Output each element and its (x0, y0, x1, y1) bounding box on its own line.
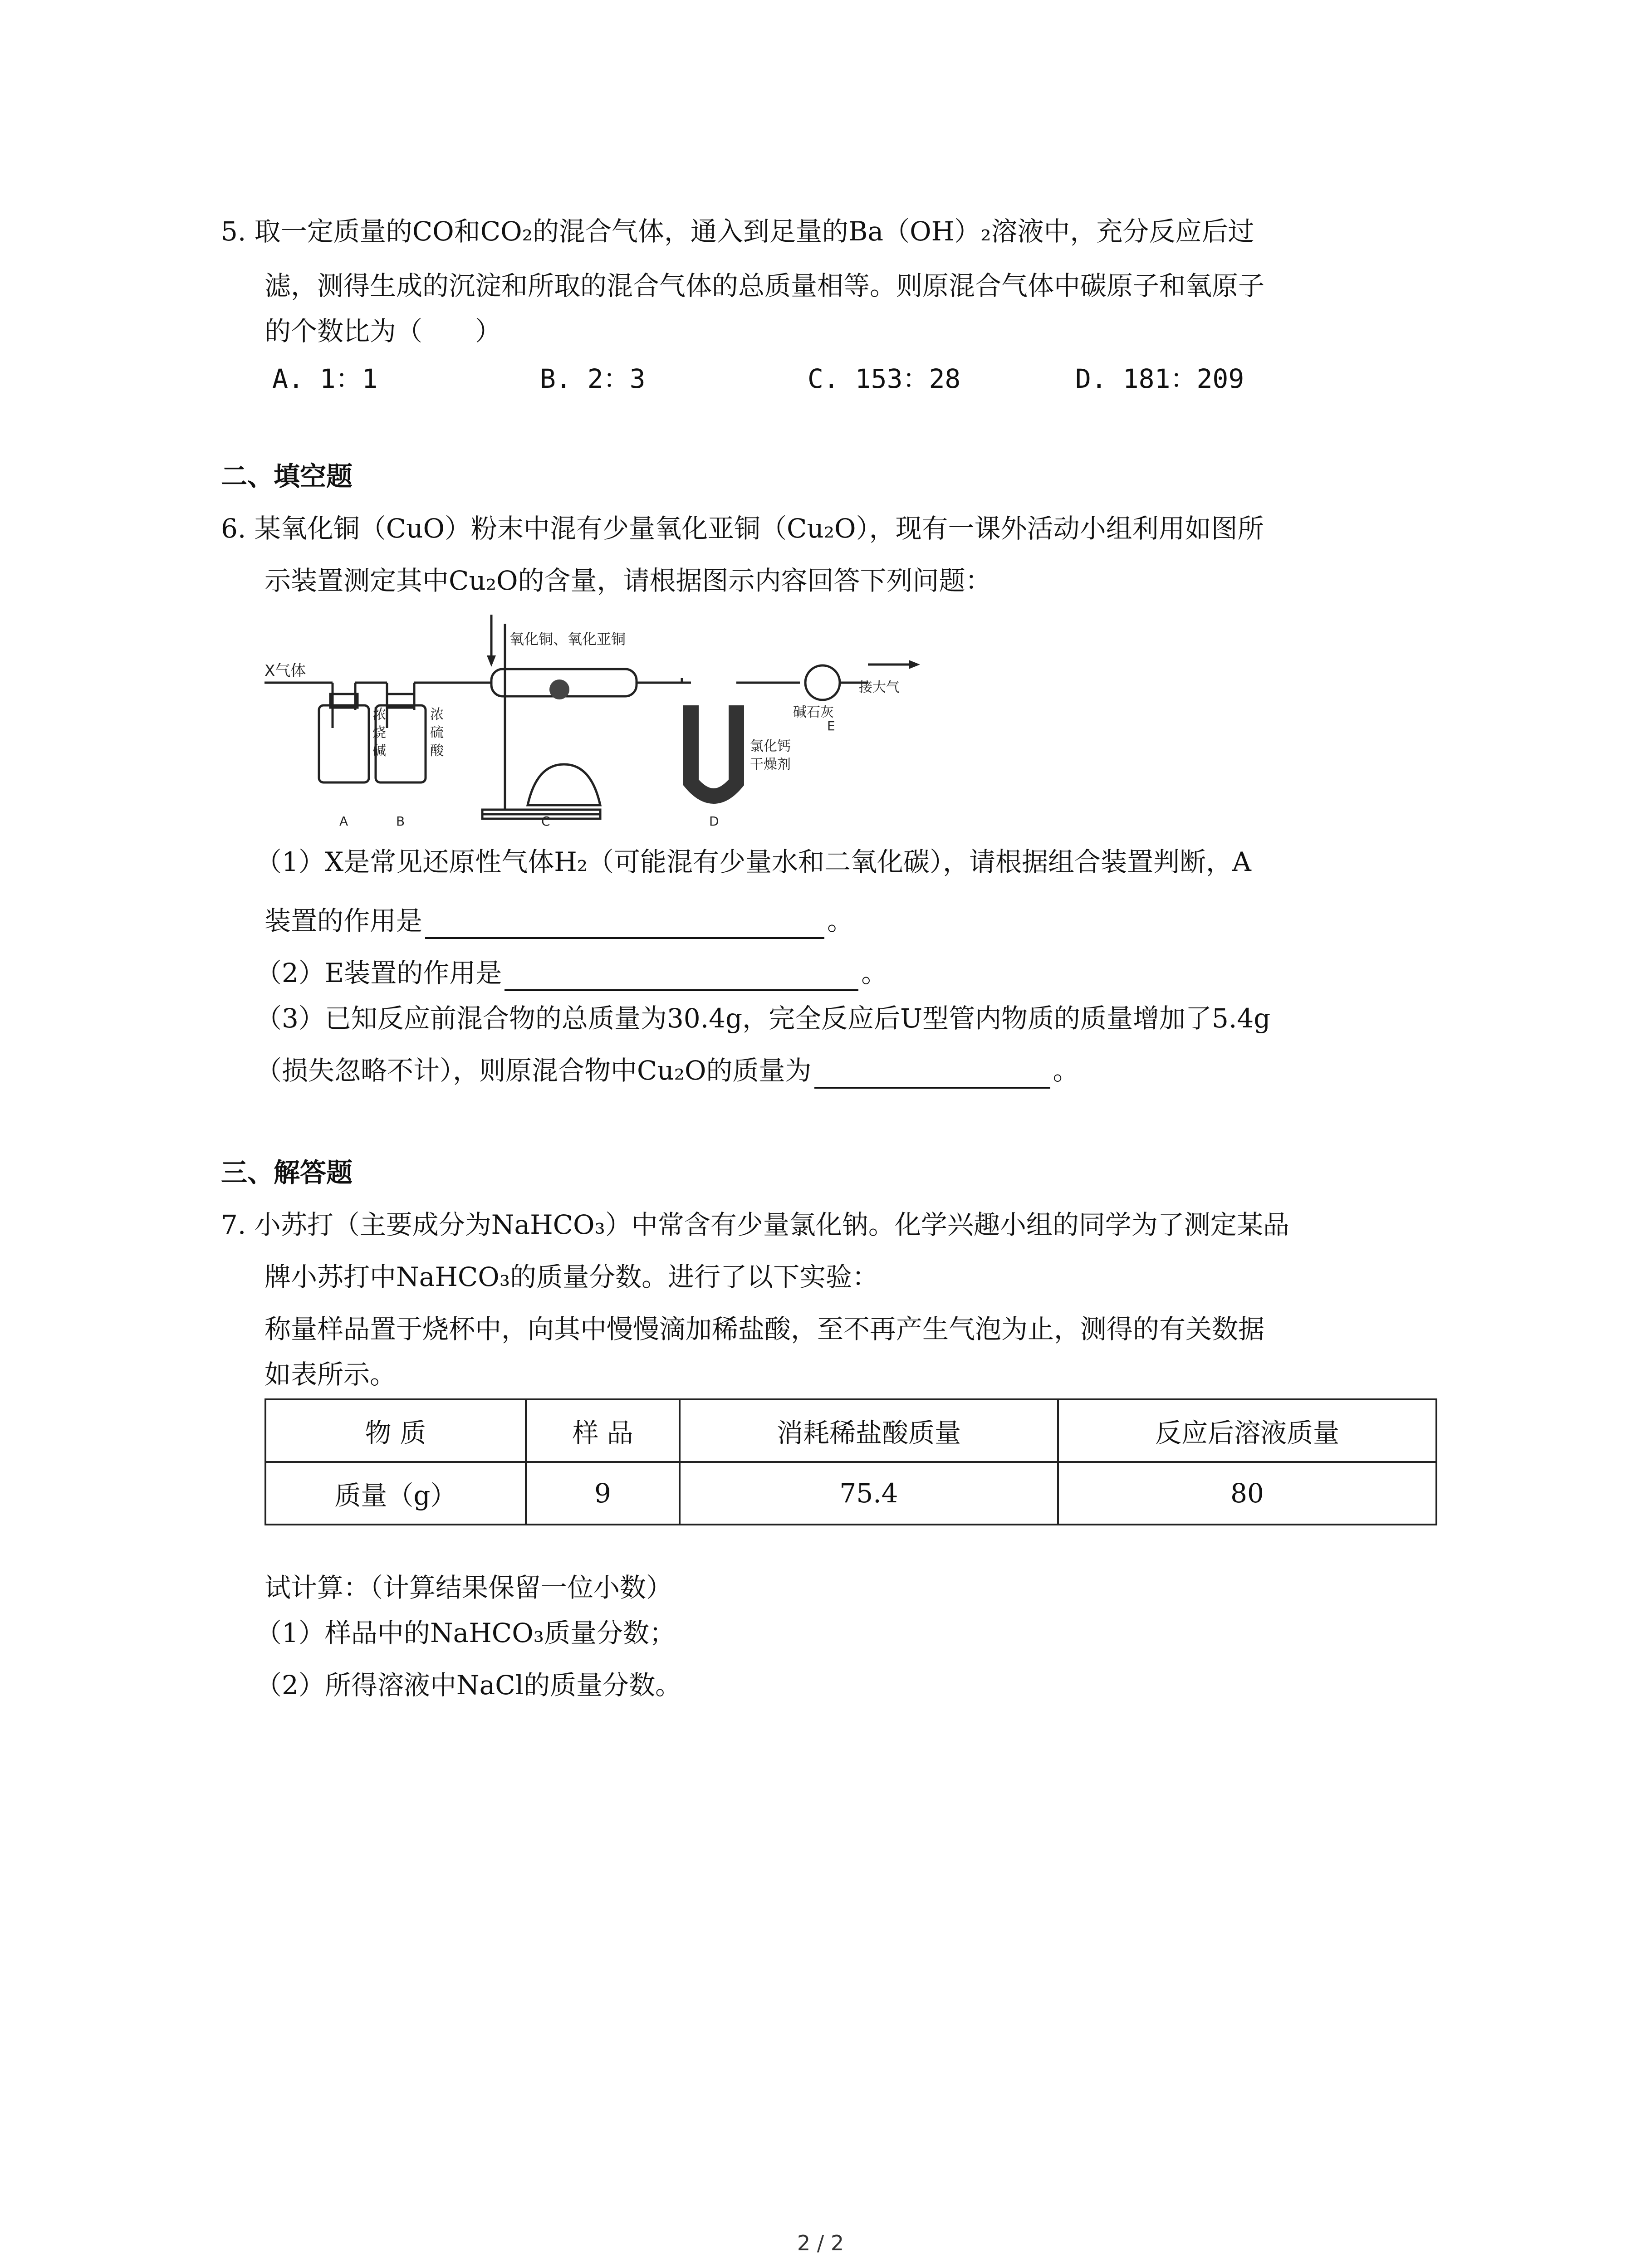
alcohol-lamp (528, 764, 600, 805)
q5-option-d: D. 181：209 (1075, 363, 1244, 394)
table-row (265, 1462, 1436, 1525)
label-cacl2-1: 氯化钙 (750, 738, 791, 754)
q5-option-b: B. 2：3 (540, 363, 646, 394)
table-cell: 质量（g） (265, 1462, 526, 1525)
q6-sub1-text: 装置的作用是 (265, 905, 423, 936)
label-c: C (541, 814, 550, 828)
label-naoh-3: 碱 (372, 743, 386, 759)
soda-lime-tube (805, 665, 840, 700)
q6-line1: 6. 某氧化铜（CuO）粉末中混有少量氧化亚铜（Cu₂O），现有一课外活动小组利用如图所 (221, 513, 1264, 544)
q6-sub1-end: 。 (827, 905, 854, 936)
u-tube (691, 705, 736, 796)
q5-line2: 滤，测得生成的沉淀和所取的混合气体的总质量相等。则原混合气体中碳原子和氧原子 (265, 270, 1265, 301)
label-naoh-1: 浓 (372, 707, 386, 723)
q7-line3: 称量样品置于烧杯中，向其中慢慢滴加稀盐酸，至不再产生气泡为止，测得的有关数据 (265, 1314, 1265, 1344)
q6-sub3-line1: （3）已知反应前混合物的总质量为30.4g，完全反应后U型管内物质的质量增加了5.4g (255, 1003, 1271, 1034)
q6-sub3-line2 (255, 1052, 1079, 1089)
q6-sub2-end: 。 (861, 958, 888, 988)
q5-option-a: A. 1：1 (272, 363, 378, 394)
bottle-a (319, 705, 369, 782)
q7-calc-1: （1）样品中的NaHCO₃质量分数； (255, 1618, 676, 1648)
label-copper-oxides: 氧化铜、氧化亚铜 (509, 631, 626, 648)
label-h2so4-2: 硫 (430, 725, 444, 741)
label-x-gas: X气体 (265, 662, 306, 680)
q7-calc-intro: 试计算：（计算结果保留一位小数） (265, 1572, 673, 1603)
q6-sub2-line (255, 955, 887, 991)
q6-line2: 示装置测定其中Cu₂O的含量，请根据图示内容回答下列问题： (265, 565, 992, 596)
q6-sub1-line1: （1）X是常见还原性气体H₂（可能混有少量水和二氧化碳），请根据组合装置判断，A (255, 846, 1251, 877)
label-h2so4-3: 酸 (430, 743, 444, 759)
label-e: E (827, 719, 835, 733)
label-b: B (396, 814, 405, 828)
q5-line3: 的个数比为（ ） (265, 316, 502, 347)
label-cacl2-2: 干燥剂 (750, 757, 791, 772)
q6-sub1-blank[interactable] (425, 909, 824, 939)
table-cell: 9 (526, 1462, 680, 1525)
q6-sub3-blank[interactable] (814, 1059, 1050, 1089)
table-header-cell: 物 质 (265, 1399, 526, 1462)
table-header-cell: 反应后溶液质量 (1058, 1399, 1436, 1462)
table-header-cell: 消耗稀盐酸质量 (680, 1399, 1058, 1462)
table-cell: 80 (1058, 1462, 1436, 1525)
section-heading-fill-blank: 二、填空题 (221, 461, 353, 492)
q6-sub3-text: （损失忽略不计），则原混合物中Cu₂O的质量为 (255, 1055, 812, 1086)
table-cell: 75.4 (680, 1462, 1058, 1525)
q7-line4: 如表所示。 (265, 1359, 397, 1390)
q7-line2: 牌小苏打中NaHCO₃的质量分数。进行了以下实验： (265, 1261, 879, 1292)
q7-calc-2: （2）所得溶液中NaCl的质量分数。 (255, 1670, 682, 1701)
q6-sub2-text: （2）E装置的作用是 (255, 958, 502, 988)
label-d: D (709, 814, 719, 828)
page-number: 2 / 2 (797, 2231, 844, 2255)
label-sodalime: 碱石灰 (793, 704, 834, 720)
label-a: A (339, 814, 348, 828)
section-heading-answer: 三、解答题 (221, 1157, 353, 1188)
q6-sub1-line2 (265, 903, 853, 939)
table-header-cell: 样 品 (526, 1399, 680, 1462)
label-to-air: 接大气 (859, 679, 900, 695)
q5-option-c: C. 153：28 (808, 363, 961, 394)
data-table (265, 1398, 1437, 1525)
q5-line1: 5. 取一定质量的CO和CO₂的混合气体，通入到足量的Ba（OH）₂溶液中，充分反应后过 (221, 216, 1254, 247)
label-naoh-2: 烧 (372, 725, 386, 741)
table-header-row (265, 1399, 1436, 1462)
apparatus-diagram (265, 615, 945, 828)
label-h2so4-1: 浓 (430, 707, 444, 723)
q7-line1: 7. 小苏打（主要成分为NaHCO₃）中常含有少量氯化钠。化学兴趣小组的同学为了测定某品 (221, 1209, 1289, 1240)
q6-sub3-end: 。 (1053, 1055, 1079, 1086)
q6-sub2-blank[interactable] (505, 961, 858, 991)
